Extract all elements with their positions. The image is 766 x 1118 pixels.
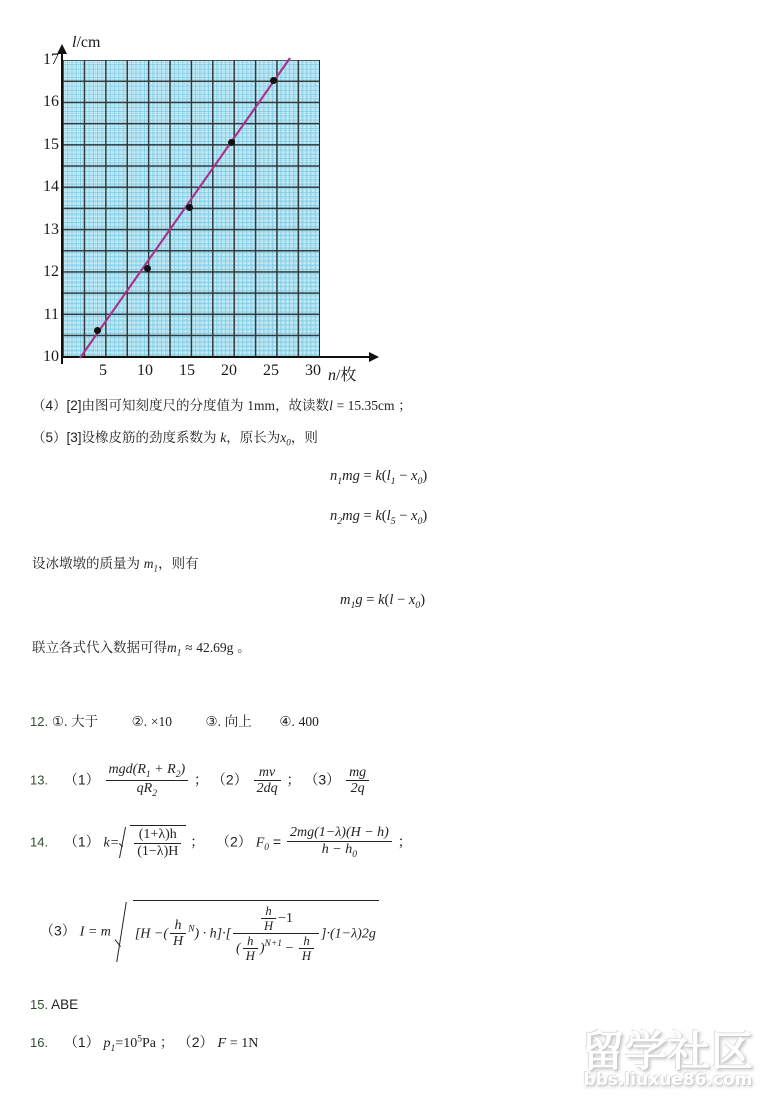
data-point: [94, 327, 101, 334]
line4-precision-value: 1mm: [247, 398, 276, 413]
watermark-brand: 留学社区: [581, 1027, 754, 1076]
q14-p3-bn-minus1: −1: [278, 910, 294, 926]
q14-part2-F: F: [255, 835, 265, 851]
q13-p1-plus: +: [154, 762, 164, 777]
eq1-n: n: [330, 468, 338, 484]
solution-line-4: [32, 396, 412, 416]
q16-part2-eq: = 1N: [229, 1036, 259, 1051]
data-point: [228, 139, 235, 146]
answer-item-14-part3: [40, 900, 379, 963]
q13-p1-R2: R: [167, 762, 176, 777]
solution-line-5: [32, 428, 318, 450]
q13-sep-1: ；: [194, 771, 209, 788]
line5-var-x0: x: [280, 430, 287, 445]
y-tick: 10: [43, 348, 59, 365]
data-point: [186, 204, 193, 211]
q14-p3-bnf-den: H: [261, 918, 276, 933]
q16-part2-var: F: [217, 1036, 227, 1051]
eq1-equals: =: [363, 468, 372, 484]
y-tick: 17: [43, 51, 59, 68]
q14-part1-label: （1）: [63, 833, 100, 850]
q16-part1-var: p: [103, 1036, 111, 1051]
q14-p3-bd-pow: N+1: [264, 939, 283, 950]
q14-p3-big-den-frac2: [299, 934, 314, 963]
equation-3: [340, 592, 425, 611]
eq2-equals: =: [363, 508, 372, 524]
line7-period: 。: [237, 640, 251, 655]
answer-item-14: [30, 825, 412, 860]
q13-p1-mgd: mgd: [108, 762, 133, 777]
q14-p3-big-fraction: [233, 904, 319, 963]
q16-number: 16.: [30, 1035, 49, 1050]
q14-p3-exponent: N: [188, 924, 195, 935]
q14-p3-big-num-frac: [261, 904, 276, 933]
line5-tag: [3]: [66, 430, 82, 445]
line4-reading: = 15.35cm: [336, 398, 395, 413]
eq3-x-sub: 0: [415, 599, 421, 611]
line6-text-a: 设冰墩墩的质量为: [32, 556, 140, 571]
q14-p2-den-h: h: [321, 841, 329, 857]
q13-p1-R1-sub: 1: [145, 769, 151, 780]
eq1-mg: mg: [342, 468, 360, 484]
data-point: [270, 77, 277, 84]
q12-answer-2: ×10: [150, 714, 172, 729]
q13-p1-R2-sub: 2: [175, 769, 181, 780]
q14-p3-big-num: [233, 904, 319, 933]
q16-sep: ；: [159, 1034, 174, 1050]
q14-part2-denominator: [287, 841, 392, 860]
eq2-n-sub: 2: [337, 515, 343, 527]
eq3-close-paren: ): [420, 592, 426, 608]
line6-text-b: ，则有: [158, 556, 199, 571]
eq3-m-sub: 1: [350, 599, 356, 611]
spring-extension-chart: [28, 22, 408, 382]
line4-tag: [2]: [66, 398, 82, 413]
x-tick: 5: [99, 362, 107, 379]
y-axis-unit: /cm: [76, 34, 101, 51]
x-tick: 30: [305, 362, 321, 379]
eq2-close-paren: ): [422, 508, 428, 524]
line6-var-m: m: [143, 556, 154, 571]
q14-p3-f1-num: h: [174, 917, 182, 933]
q13-part1-numerator: [106, 762, 189, 780]
eq1-minus: −: [399, 468, 408, 484]
q14-sep-1: ；: [190, 833, 205, 850]
q14-p3-big-den-frac: [243, 934, 258, 963]
q12-marker-3: ③.: [205, 714, 222, 729]
answer-item-13: [30, 762, 371, 800]
q13-p1-den-q: q: [136, 781, 144, 797]
line7-mass-value: 42.69g: [196, 640, 234, 655]
q14-p3-bdf2-den: H: [299, 948, 314, 963]
eq2-l: l: [386, 508, 391, 524]
line4-number: （4）: [32, 398, 67, 413]
line6-var-m-sub: 1: [153, 563, 159, 574]
q14-p3-open: [H −(: [134, 926, 168, 942]
x-axis-label: [328, 362, 356, 385]
watermark-url: bbs.liuxue86.com: [583, 1070, 753, 1091]
answer-item-12: [30, 712, 319, 732]
x-axis-var: n: [328, 367, 336, 384]
q12-marker-4: ④.: [279, 714, 295, 729]
q14-p3-bdf2-num: h: [303, 934, 310, 949]
q13-p1-close: ): [180, 762, 186, 777]
q14-p3-bd-minus: −: [285, 941, 294, 956]
x-tick: 25: [263, 362, 279, 379]
q14-p3-bdf-num: h: [247, 934, 254, 949]
q16-part1-unit: Pa: [141, 1036, 156, 1051]
data-point: [144, 265, 151, 272]
q12-marker-2: ②.: [131, 714, 148, 729]
y-tick: 11: [43, 305, 59, 323]
line4-text-a: 由图可知刻度尺的分度值为: [81, 398, 244, 413]
q14-part2-label: （2）: [216, 833, 252, 850]
eq2-minus: −: [399, 508, 408, 524]
q13-p1-R1: R: [137, 762, 146, 777]
q14-p3-bnf-num: h: [265, 904, 272, 918]
q14-number: 14.: [30, 834, 49, 850]
eq3-g: g: [355, 592, 363, 608]
q16-part1-sub: 1: [110, 1043, 116, 1054]
eq3-minus: −: [397, 592, 406, 608]
q14-p2-den-h0: h: [345, 841, 353, 857]
q14-part3-sqrt: [115, 900, 379, 963]
y-axis-ticks: [28, 22, 59, 382]
q13-part1-fraction: [106, 762, 189, 800]
answer-item-16: [30, 1032, 258, 1056]
eq1-close-paren: ): [422, 468, 428, 484]
eq3-open-paren: (: [384, 592, 390, 608]
line7-var-m-sub: 1: [176, 647, 182, 658]
line5-number: （5）: [32, 430, 67, 445]
q14-p3-big-den: ( $\frac{h}{H}$ )$^{N+1}$ − $\frac{h}{H}$: [233, 933, 319, 963]
q13-p1-den-R-sub: 2: [152, 789, 157, 800]
q14-part3-lhs: I = m: [79, 924, 111, 940]
q13-part1-label: （1）: [63, 771, 100, 788]
q14-part3-radicand: [133, 900, 379, 963]
solution-line-6: [32, 554, 199, 576]
y-tick: 16: [43, 93, 59, 111]
q15-number: 15.: [30, 997, 49, 1012]
q14-part2-equals: =: [272, 833, 282, 850]
eq2-x: x: [411, 508, 418, 524]
q14-p3-tail: ]·(1−λ)2g: [321, 926, 376, 942]
q16-part1-exponent: 5: [137, 1034, 142, 1045]
q14-p3-mid: ) · h]·[: [194, 926, 232, 942]
q12-answer-1: 大于: [71, 714, 99, 729]
eq3-x: x: [408, 592, 416, 608]
line5-text-b: ，原长为: [226, 430, 281, 445]
eq2-n: n: [330, 508, 338, 524]
q16-part1-label: （1）: [63, 1034, 100, 1050]
eq3-equals: =: [366, 592, 375, 608]
q12-number: 12.: [30, 714, 49, 729]
x-tick: 15: [179, 362, 195, 379]
line5-var-k: k: [220, 430, 227, 445]
q16-part2-label: （2）: [177, 1034, 214, 1050]
eq2-mg: mg: [342, 508, 360, 524]
equation-2: [330, 508, 427, 527]
eq3-m: m: [340, 592, 351, 608]
q13-p1-open: (: [132, 762, 138, 777]
equation-1: [330, 468, 427, 487]
q13-number: 13.: [30, 772, 49, 788]
q13-part3-numerator: mg: [349, 764, 367, 780]
line5-text-c: ，则: [290, 430, 318, 445]
line4-var-l: l: [329, 398, 333, 413]
y-axis-var: l: [72, 34, 77, 51]
q14-p3-bdf-den: H: [243, 948, 258, 963]
q13-part2-label: （2）: [211, 771, 248, 788]
q14-part1-fraction: [134, 827, 181, 859]
q14-part1-numerator: (1+λ)h: [138, 827, 177, 843]
q14-part1-denominator: (1−λ)H: [134, 843, 181, 860]
eq2-l-sub: 5: [390, 515, 396, 527]
solution-line-7: [32, 638, 251, 660]
x-axis: [61, 356, 371, 358]
q14-sep-2: ；: [397, 833, 412, 850]
q13-part2-numerator: mv: [258, 764, 276, 780]
q13-part1-denominator: [106, 780, 189, 799]
line7-text-a: 联立各式代入数据可得: [32, 640, 167, 655]
q14-part2-F-sub: 0: [264, 843, 270, 854]
q14-p2-den-h0-sub: 0: [352, 849, 358, 860]
q14-part2-fraction: [287, 825, 392, 860]
line7-approx: ≈: [185, 640, 193, 655]
q13-part2-denominator: 2dq: [254, 780, 281, 797]
y-axis: [61, 52, 63, 364]
y-axis-label: [72, 34, 100, 52]
q14-part3-label: （3）: [40, 922, 76, 939]
q16-part1-eq: =10: [115, 1036, 138, 1051]
site-watermark: [578, 1027, 758, 1114]
q14-part1-radicand: [130, 825, 186, 859]
x-axis-unit: /枚: [336, 367, 357, 384]
q13-p1-den-R: R: [143, 781, 153, 797]
x-tick: 20: [221, 362, 237, 379]
eq1-x-sub: 0: [417, 475, 423, 487]
q14-part1-lhs: k=: [103, 835, 120, 851]
q14-p2-den-minus: −: [332, 841, 342, 857]
q14-part2-numerator: 2mg(1−λ)(H − h): [290, 825, 389, 840]
eq2-x-sub: 0: [417, 515, 423, 527]
eq2-k: k: [375, 508, 382, 524]
eq1-l-sub: 1: [390, 475, 396, 487]
line5-var-x0-sub: 0: [286, 437, 291, 448]
q12-answer-3: 向上: [224, 714, 252, 729]
q13-part3-denominator: 2q: [346, 780, 369, 797]
q13-part3-label: （3）: [304, 771, 341, 788]
eq3-l: l: [389, 592, 394, 608]
eq1-x: x: [411, 468, 418, 484]
answer-item-15: [30, 995, 78, 1015]
line7-var-m: m: [167, 640, 177, 655]
eq1-l: l: [386, 468, 391, 484]
eq1-open-paren: (: [381, 468, 387, 484]
line5-text-a: 设橡皮筋的劲度系数为: [81, 430, 217, 445]
q14-p3-fraction-1: [170, 918, 186, 950]
line4-text-b: ，故读数: [275, 398, 330, 413]
y-tick: 14: [43, 178, 59, 196]
q14-part1-sqrt: [119, 825, 186, 859]
q15-answer: ABE: [51, 997, 79, 1012]
q13-part3-fraction: [346, 765, 369, 797]
eq2-open-paren: (: [381, 508, 387, 524]
q13-sep-2: ；: [286, 771, 301, 788]
q13-part2-fraction: [254, 765, 281, 797]
eq1-k: k: [375, 468, 382, 484]
eq3-k: k: [378, 592, 385, 608]
q12-marker-1: ①.: [51, 714, 68, 729]
line4-semicolon: ；: [398, 398, 412, 413]
eq1-n-sub: 1: [337, 475, 343, 487]
q14-p3-f1-den: H: [170, 933, 186, 950]
x-tick: 10: [137, 362, 153, 379]
y-tick: 12: [43, 263, 59, 281]
q12-answer-4: 400: [298, 714, 319, 729]
y-tick: 15: [43, 135, 59, 153]
y-tick: 13: [43, 220, 59, 238]
